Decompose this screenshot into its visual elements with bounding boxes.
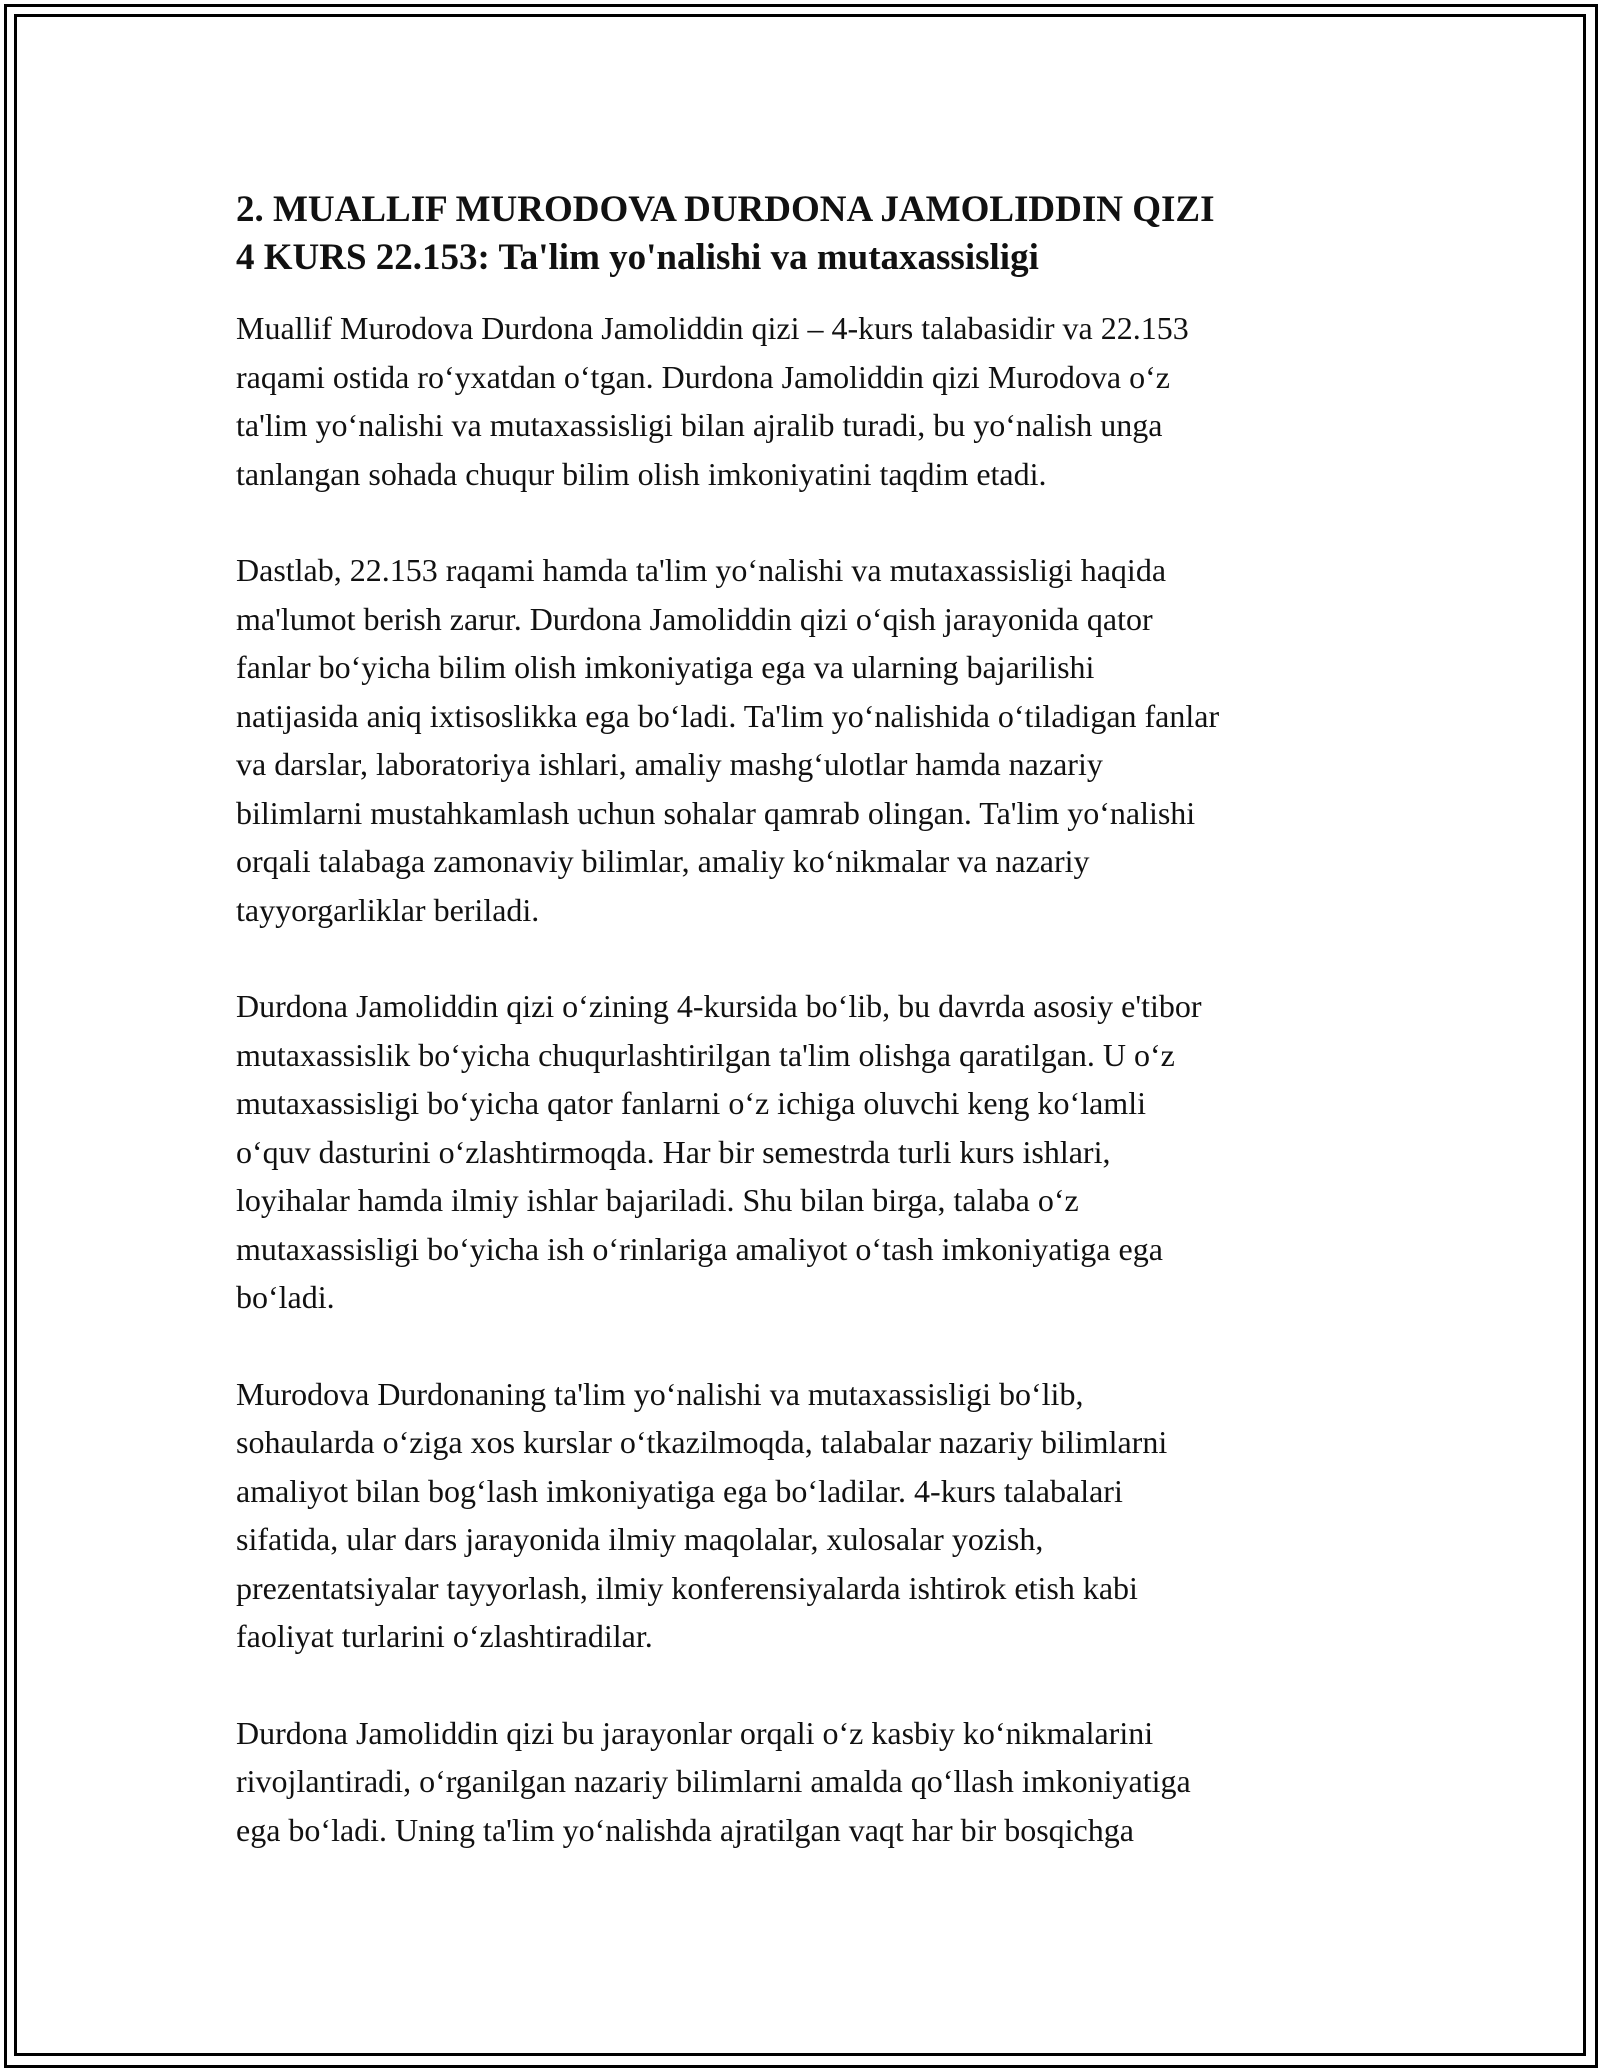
- paragraph-2: [236, 546, 1376, 934]
- paragraph-line: prezentatsiyalar tayyorlash, ilmiy konferensiyalarda ishtirok etish kabi: [236, 1569, 1138, 1606]
- paragraph-line: rivojlantiradi, oʻrganilgan nazariy bilimlarni amalda qoʻllash imkoniyatiga: [236, 1763, 1191, 1799]
- paragraph-line: Muallif Murodova Durdona Jamoliddin qizi – 4-kurs talabasidir va 22.153: [236, 310, 1189, 346]
- paragraph-line: mutaxassislik boʻyicha chuqurlashtirilgan ta'lim olishga qaratilgan. U oʻz: [236, 1036, 1175, 1073]
- paragraph-line: ega boʻladi. Uning ta'lim yoʻnalishda ajratilgan vaqt har bir bosqichga: [236, 1811, 1134, 1848]
- paragraph-line: sohaularda oʻziga xos kurslar oʻtkazilmoqda, talabalar nazariy bilimlarni: [236, 1424, 1168, 1460]
- paragraph-line: bilimlarni mustahkamlash uchun sohalar qamrab olingan. Ta'lim yoʻnalishi: [236, 794, 1196, 831]
- paragraph-line: tayyorgarliklar beriladi.: [236, 891, 540, 928]
- paragraph-line: amaliyot bilan bogʻlash imkoniyatiga ega boʻladilar. 4-kurs talabalari: [236, 1472, 1123, 1509]
- paragraph-line: oʻquv dasturini oʻzlashtirmoqda. Har bir semestrda turli kurs ishlari,: [236, 1133, 1111, 1170]
- paragraph-line: Durdona Jamoliddin qizi oʻzining 4-kursida boʻlib, bu davrda asosiy e'tibor: [236, 988, 1202, 1024]
- paragraph-line: faoliyat turlarini oʻzlashtiradilar.: [236, 1618, 653, 1654]
- paragraph-line: ma'lumot berish zarur. Durdona Jamoliddin qizi oʻqish jarayonida qator: [236, 600, 1153, 637]
- paragraph-line: mutaxassisligi boʻyicha qator fanlarni oʻz ichiga oluvchi keng koʻlamli: [236, 1085, 1146, 1121]
- section-heading: [236, 186, 1376, 282]
- paragraph-1: [236, 304, 1376, 498]
- paragraph-line: raqami ostida roʻyxatdan oʻtgan. Durdona Jamoliddin qizi Murodova oʻz: [236, 358, 1170, 395]
- paragraph-line: va darslar, laboratoriya ishlari, amaliy mashgʻulotlar hamda nazariy: [236, 746, 1103, 782]
- heading-line-2: 4 KURS 22.153: Ta'lim yo'nalishi va mutaxassisligi: [236, 237, 1039, 278]
- paragraph-line: sifatida, ular dars jarayonida ilmiy maqolalar, xulosalar yozish,: [236, 1521, 1044, 1557]
- paragraph-line: Dastlab, 22.153 raqami hamda ta'lim yoʻnalishi va mutaxassisligi haqida: [236, 552, 1167, 588]
- paragraph-3: [236, 982, 1376, 1322]
- paragraph-line: mutaxassisligi boʻyicha ish oʻrinlariga amaliyot oʻtash imkoniyatiga ega: [236, 1230, 1163, 1267]
- paragraph-line: Murodova Durdonaning ta'lim yoʻnalishi va mutaxassisligi boʻlib,: [236, 1375, 1084, 1412]
- document-body: [236, 186, 1376, 1902]
- paragraph-line: boʻladi.: [236, 1279, 335, 1315]
- paragraph-line: loyihalar hamda ilmiy ishlar bajariladi. Shu bilan birga, talaba oʻz: [236, 1182, 1079, 1218]
- paragraph-line: orqali talabaga zamonaviy bilimlar, amaliy koʻnikmalar va nazariy: [236, 843, 1090, 879]
- paragraph-4: [236, 1370, 1376, 1661]
- paragraph-line: fanlar boʻyicha bilim olish imkoniyatiga ega va ularning bajarilishi: [236, 649, 1095, 685]
- paragraph-line: Durdona Jamoliddin qizi bu jarayonlar orqali oʻz kasbiy koʻnikmalarini: [236, 1714, 1154, 1751]
- paragraph-line: tanlangan sohada chuqur bilim olish imkoniyatini taqdim etadi.: [236, 455, 1047, 492]
- paragraph-5: [236, 1709, 1376, 1855]
- paragraph-line: natijasida aniq ixtisoslikka ega boʻladi. Ta'lim yoʻnalishida oʻtiladigan fanlar: [236, 697, 1220, 734]
- paragraph-line: ta'lim yoʻnalishi va mutaxassisligi bilan ajralib turadi, bu yoʻnalish unga: [236, 407, 1163, 443]
- heading-line-1: 2. MUALLIF MURODOVA DURDONA JAMOLIDDIN QIZI: [236, 189, 1215, 230]
